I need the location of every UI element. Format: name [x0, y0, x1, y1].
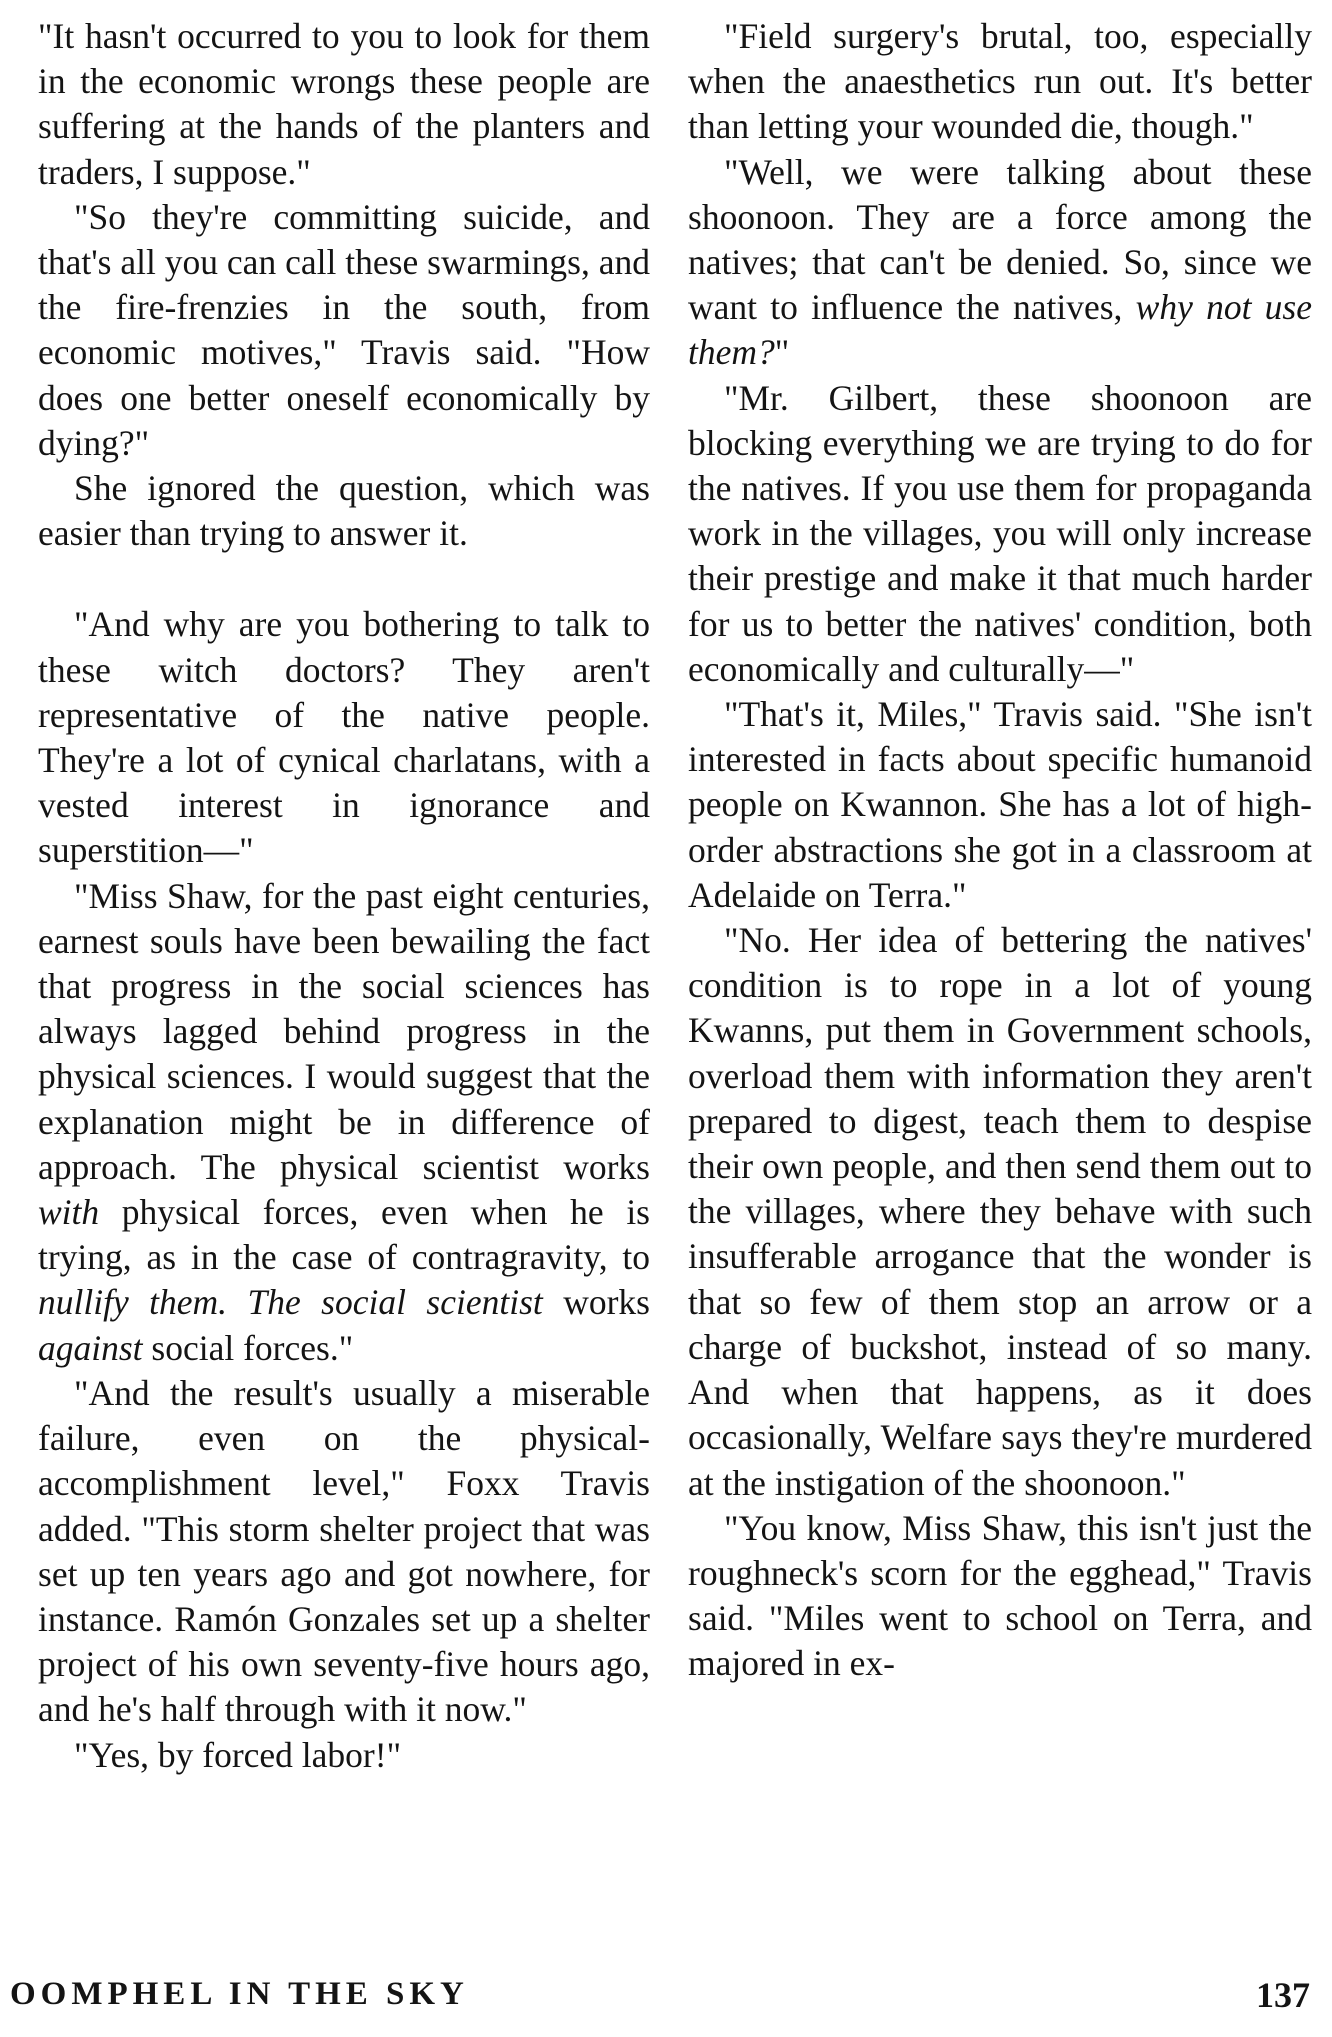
paragraph: "That's it, Miles," Travis said. "She isn't interested in facts about specific humanoid people on Kwannon. She has a lot of high-order abstractions she got in a classroom at Adelaide on Terra.": [688, 694, 1312, 915]
right-text-column: [688, 14, 1312, 1687]
italic-text: with: [38, 1192, 100, 1233]
italic-text: why not use them?: [688, 287, 1312, 373]
paragraph: [38, 874, 650, 1371]
text-run: physical forces, even when he is trying, as in the case of contragravity, to: [38, 1192, 650, 1278]
page-footer: [0, 1976, 1332, 2026]
paragraph: "You know, Miss Shaw, this isn't just the roughneck's scorn for the egghead," Travis said. "Miles went to school on Terra, and majored in ex-: [688, 1507, 1312, 1684]
text-run: works: [542, 1282, 651, 1323]
running-title: OOMPHEL IN THE SKY: [10, 1976, 469, 2012]
paragraph: "Field surgery's brutal, too, especially when the anaesthetics run out. It's better than letting your wounded die, though.": [688, 16, 1312, 147]
paragraph: "It hasn't occurred to you to look for them in the economic wrongs these people are suffering at the hands of the planters and traders, I suppose.": [38, 16, 650, 192]
paragraph: "Mr. Gilbert, these shoonoon are blocking everything we are trying to do for the natives. If you use them for propaganda work in the villages, you will only increase their prestige and make it that much harder for us to better the natives' condition, both economically and culturally—": [688, 377, 1312, 689]
italic-text: nullify them. The social scientist: [38, 1282, 543, 1323]
page-number: 137: [1256, 1975, 1310, 2015]
text-run: ": [774, 332, 790, 373]
paragraph: [688, 150, 1312, 376]
text-run: "Miss Shaw, for the past eight centuries, earnest souls have been bewailing the fact that progress in the social sciences has always lagged behind progress in the physical sciences. I would suggest that the explanation might be in difference of approach. The physical scientist works: [38, 875, 650, 1187]
paragraph: "No. Her idea of bettering the natives' condition is to rope in a lot of young Kwanns, put them in Government schools, overload them with information they aren't prepared to digest, teach them to despise their own people, and then send them out to the villages, where they behave with such insufferable arrogance that the wonder is that so few of them stop an arrow or a charge of buckshot, instead of so many. And when that happens, as it does occasionally, Welfare says they're murdered at the instigation of the shoonoon.": [688, 920, 1312, 1503]
paragraph: "So they're committing suicide, and that's all you can call these swarmings, and the fire-frenzies in the south, from economic motives," Travis said. "How does one better oneself economically by dying?": [38, 196, 650, 463]
italic-text: against: [38, 1327, 143, 1368]
paragraph: She ignored the question, which was easier than trying to answer it.: [38, 468, 650, 554]
text-run: "Well, we were talking about these shoonoon. They are a force among the natives; that can't be denied. So, since we want to influence the natives,: [688, 151, 1312, 328]
paragraph: "And the result's usually a miserable failure, even on the physical-accomplishment level," Foxx Travis added. "This storm shelter project that was set up ten years ago and got nowhere, for instance. Ramón Gonzales set up a shelter project of his own seventy-five hours ago, and he's half through with it now.": [38, 1372, 650, 1730]
paragraph: "And why are you bothering to talk to these witch doctors? They aren't representative of the native people. They're a lot of cynical charlatans, with a vested interest in ignorance and superstition—": [38, 604, 650, 871]
paragraph: "Yes, by forced labor!": [74, 1734, 402, 1775]
left-text-column: [38, 14, 650, 1778]
text-run: social forces.": [142, 1327, 354, 1368]
